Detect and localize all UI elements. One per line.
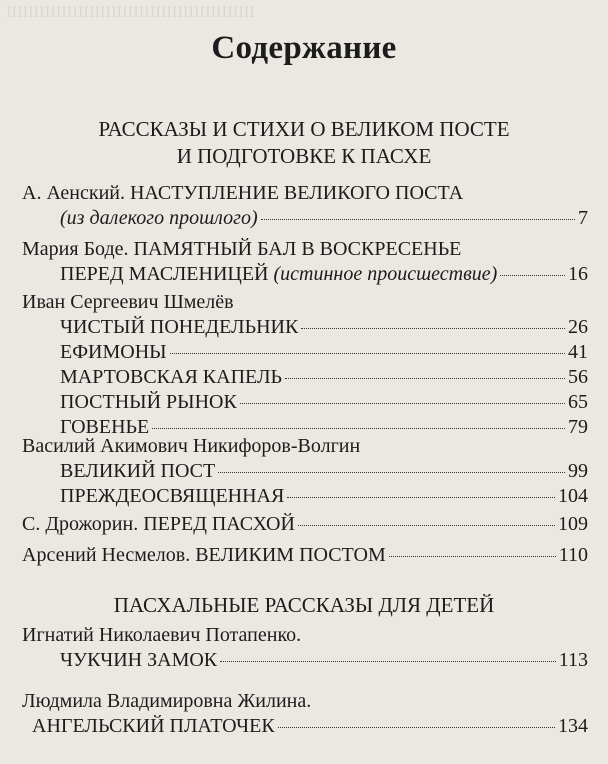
entry-subtitle: (истинное происшествие): [273, 263, 498, 285]
entry-title: ЕФИМОНЫ: [60, 341, 167, 363]
entry-title: ПАМЯТНЫЙ БАЛ В ВОСКРЕСЕНЬЕ: [133, 238, 462, 260]
page-number: 99: [568, 460, 588, 482]
page-number: 7: [578, 207, 588, 229]
toc-entry[interactable]: [22, 459, 588, 484]
toc-entry[interactable]: [22, 340, 588, 365]
entry-author: Василий Акимович Никифоров-Волгин: [22, 435, 361, 457]
page-number: 16: [568, 263, 588, 285]
toc-entry[interactable]: [22, 390, 588, 415]
dot-leader: [287, 497, 555, 498]
toc-entry[interactable]: [22, 315, 588, 340]
page-number: 41: [568, 341, 588, 363]
dot-leader: [278, 727, 555, 728]
page-number: 56: [568, 366, 588, 388]
entry-title: ГОВЕНЬЕ: [60, 416, 150, 438]
entry-author: Людмила Владимировна Жилина.: [22, 690, 312, 712]
entry-author: С. Дрожорин.: [22, 513, 139, 535]
toc-author-group: [22, 290, 588, 440]
entry-title: НАСТУПЛЕНИЕ ВЕЛИКОГО ПОСТА: [129, 182, 464, 204]
entry-author: Арсений Несмелов.: [22, 544, 191, 566]
dot-leader: [240, 403, 565, 404]
entry-author: Мария Боде.: [22, 238, 129, 260]
toc-entry[interactable]: [22, 689, 588, 739]
dot-leader: [152, 428, 565, 429]
section-heading-easter: ПАСХАЛЬНЫЕ РАССКАЗЫ ДЛЯ ДЕТЕЙ: [113, 593, 495, 617]
entry-title: ПОСТНЫЙ РЫНОК: [60, 391, 237, 413]
dot-leader: [389, 556, 556, 557]
toc-entry[interactable]: [22, 512, 588, 537]
entry-title-continued: ПЕРЕД МАСЛЕНИЦЕЙ: [60, 263, 269, 285]
dot-leader: [261, 219, 575, 220]
dot-leader: [298, 525, 555, 526]
page-number: 26: [568, 316, 588, 338]
entry-title: ПРЕЖДЕОСВЯЩЕННАЯ: [60, 485, 285, 507]
page-title: Содержание: [211, 30, 397, 66]
page-number: 113: [558, 649, 588, 671]
entry-title: ЧИСТЫЙ ПОНЕДЕЛЬНИК: [60, 316, 299, 338]
toc-entry[interactable]: [22, 237, 588, 287]
toc-author-group: [22, 434, 588, 509]
entry-title: АНГЕЛЬСКИЙ ПЛАТОЧЕК: [32, 715, 275, 737]
toc-entry[interactable]: [22, 365, 588, 390]
entry-author: А. Аенский.: [22, 182, 125, 204]
dot-leader: [170, 353, 565, 354]
dot-leader: [500, 275, 565, 276]
dot-leader: [301, 328, 565, 329]
entry-author: Иван Сергеевич Шмелёв: [22, 291, 234, 313]
page-number: 134: [558, 715, 588, 737]
entry-title: ВЕЛИКИЙ ПОСТ: [60, 460, 216, 482]
dot-leader: [218, 472, 565, 473]
dot-leader: [220, 661, 556, 662]
entry-title: МАРТОВСКАЯ КАПЕЛЬ: [60, 366, 283, 388]
entry-title: ПЕРЕД ПАСХОЙ: [143, 513, 295, 535]
page-number: 65: [568, 391, 588, 413]
toc-entry[interactable]: [22, 543, 588, 568]
toc-entry[interactable]: [22, 181, 588, 231]
page-number: 109: [558, 513, 588, 535]
show-through-text: ⅠⅠⅠⅠⅠⅠⅠⅠⅠⅠⅠⅠⅠⅠⅠⅠⅠⅠⅠⅠⅠⅠⅠⅠⅠⅠⅠⅠⅠⅠⅠⅠⅠⅠⅠⅠⅠⅠⅠⅠⅠⅠⅠⅠⅠ: [6, 6, 255, 21]
page-number: 79: [568, 416, 588, 438]
page-number: 110: [558, 544, 588, 566]
section-heading-lent: РАССКАЗЫ И СТИХИ О ВЕЛИКОМ ПОСТЕ И ПОДГОТОВКЕ К ПАСХЕ: [98, 117, 510, 168]
page-number: 104: [558, 485, 588, 507]
entry-title: ЧУКЧИН ЗАМОК: [60, 649, 218, 671]
entry-author: Игнатий Николаевич Потапенко.: [22, 624, 302, 646]
entry-title: ВЕЛИКИМ ПОСТОМ: [195, 544, 386, 566]
toc-entry[interactable]: [22, 484, 588, 509]
toc-entry[interactable]: [22, 623, 588, 673]
entry-subtitle: (из далекого прошлого): [60, 207, 258, 229]
dot-leader: [285, 378, 565, 379]
